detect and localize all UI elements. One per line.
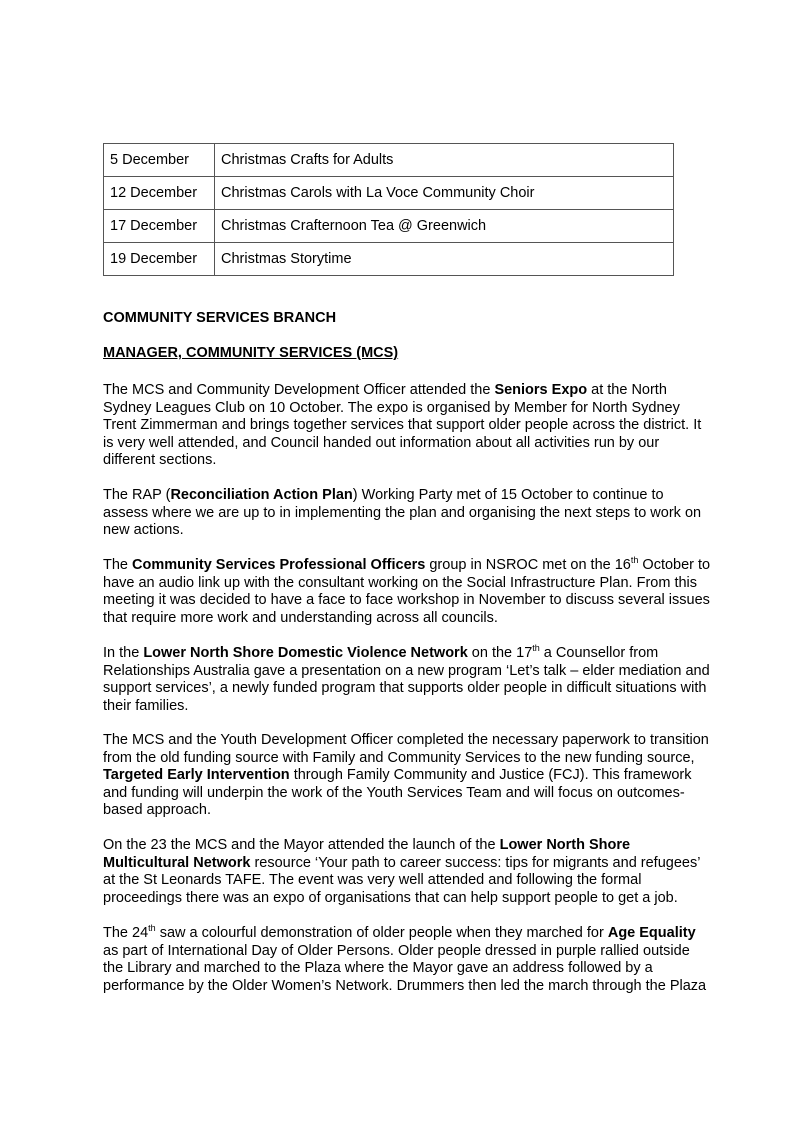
- text-line: [103, 487, 743, 505]
- bold-term: Age Equality: [607, 925, 696, 941]
- paragraph-seniors-expo: [103, 382, 743, 470]
- bold-term: Reconciliation Action Plan: [170, 487, 353, 503]
- text-line: proceedings there was an expo of organisations that can help support people to get a job.: [103, 889, 678, 906]
- text-line: from the old funding source with Family and Community Services to the new funding source,: [103, 749, 695, 766]
- text-run: October to: [638, 557, 711, 573]
- text-run: resource ‘Your path to career success: tips for migrants and refugees’: [250, 854, 701, 871]
- text-line: [103, 767, 743, 785]
- table-row: [104, 144, 674, 177]
- text-run: The MCS and Community Development Officer attended the: [103, 382, 495, 398]
- paragraph-professional-officers: [103, 557, 743, 627]
- text-line: [103, 645, 743, 663]
- text-line: new actions.: [103, 522, 184, 538]
- text-line: Trent Zimmerman and brings together services that support older people across the district. It: [103, 417, 702, 433]
- text-run: On the 23 the MCS and the Mayor attended the launch of the: [103, 837, 500, 853]
- text-line: [103, 382, 743, 400]
- text-line: assess where we are up to in implementing the plan and organising the next steps to work on: [103, 504, 702, 521]
- text-line: [103, 557, 743, 575]
- paragraph-age-equality: [103, 925, 743, 995]
- paragraph-dv-network: [103, 645, 743, 715]
- text-run: through Family Community and Justice (FCJ). This framework: [289, 767, 692, 783]
- text-line: the Library and marched to the Plaza where the Mayor gave an address followed by a: [103, 960, 653, 976]
- event-title: Christmas Crafternoon Tea @ Greenwich: [215, 210, 674, 243]
- text-line: and funding will underpin the work of the Youth Services Team and will focus on outcomes-: [103, 784, 685, 801]
- text-line: Relationships Australia gave a presentation on a new program ‘Let’s talk – elder mediation and: [103, 662, 710, 679]
- text-line: have an audio link up with the consultant working on the Social Infrastructure Plan. From this: [103, 574, 698, 591]
- paragraph-rap: [103, 487, 743, 540]
- ordinal-suffix: th: [532, 643, 540, 654]
- text-line: their families.: [103, 697, 189, 714]
- table-row: [104, 177, 674, 210]
- text-run: In the: [103, 645, 144, 661]
- text-run: The RAP (: [103, 487, 171, 503]
- text-run: at the North: [587, 382, 667, 398]
- table-row: [104, 243, 674, 276]
- text-line: Sydney Leagues Club on 10 October. The expo is organised by Member for North Sydney: [103, 399, 680, 416]
- ordinal-suffix: th: [148, 923, 156, 934]
- text-line: at the St Leonards TAFE. The event was very well attended and following the formal: [103, 872, 642, 888]
- table-row: [104, 210, 674, 243]
- bold-term: Multicultural Network: [103, 854, 251, 871]
- events-table: [103, 143, 674, 276]
- bold-term: Targeted Early Intervention: [103, 767, 290, 783]
- event-title: Christmas Storytime: [215, 243, 674, 276]
- text-line: is very well attended, and Council handed out information about all activities run by our: [103, 434, 660, 451]
- text-line: [103, 837, 743, 855]
- event-date: 17 December: [104, 210, 215, 243]
- text-line: as part of International Day of Older Persons. Older people dressed in purple rallied outside: [103, 942, 690, 959]
- text-line: [103, 925, 743, 943]
- bold-term: Lower North Shore Domestic Violence Network: [143, 645, 468, 661]
- event-title: Christmas Crafts for Adults: [215, 144, 674, 177]
- text-line: meeting it was decided to have a face to face workshop in November to discuss several issues: [103, 592, 710, 608]
- event-date: 19 December: [104, 243, 215, 276]
- text-line: based approach.: [103, 802, 212, 818]
- section-heading-manager: MANAGER, COMMUNITY SERVICES (MCS): [103, 345, 399, 361]
- text-run: group in NSROC met on the 16: [425, 557, 631, 573]
- section-heading-branch: COMMUNITY SERVICES BRANCH: [103, 310, 337, 326]
- text-run: The 24: [103, 925, 149, 941]
- text-line: performance by the Older Women’s Network. Drummers then led the march through the Plaza: [103, 977, 707, 994]
- event-date: 12 December: [104, 177, 215, 210]
- event-title: Christmas Carols with La Voce Community Choir: [215, 177, 674, 210]
- text-run: ) Working Party met of 15 October to continue to: [352, 487, 664, 503]
- bold-term: Lower North Shore: [499, 837, 631, 853]
- text-run: The: [103, 557, 133, 573]
- text-line: [103, 855, 743, 873]
- bold-term: Community Services Professional Officers: [132, 557, 426, 573]
- paragraph-youth-funding: [103, 732, 743, 820]
- text-line: that require more work and understanding across all councils.: [103, 609, 498, 626]
- text-line: different sections.: [103, 452, 217, 468]
- text-run: saw a colourful demonstration of older people when they marched for: [155, 925, 608, 941]
- bold-term: Seniors Expo: [494, 382, 588, 398]
- paragraph-multicultural-network: [103, 837, 743, 907]
- text-run: on the 17: [467, 645, 533, 661]
- text-run: a Counsellor from: [539, 645, 659, 661]
- text-line: support services’, a newly funded program that supports older people in difficult situations with: [103, 680, 707, 696]
- event-date: 5 December: [104, 144, 215, 177]
- ordinal-suffix: th: [630, 555, 639, 566]
- text-line: The MCS and the Youth Development Officer completed the necessary paperwork to transition: [103, 732, 709, 748]
